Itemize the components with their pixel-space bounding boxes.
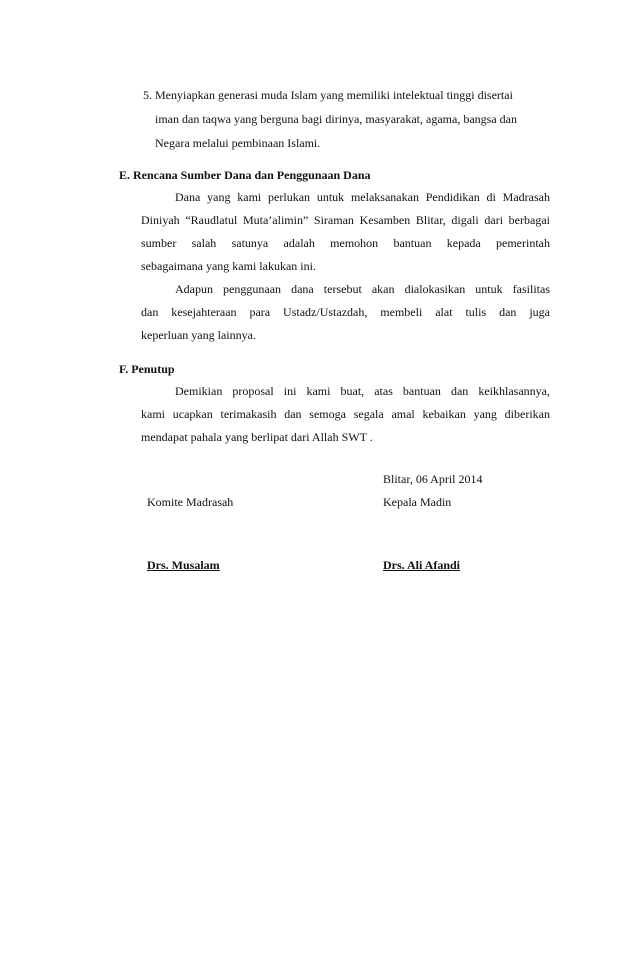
section-f-para-line-2: kami ucapkan terimakasih dan semoga segala amal kebaikan yang diberikan	[141, 407, 550, 421]
section-f-para-line-1: Demikian proposal ini kami buat, atas bantuan dan keikhlasannya,	[175, 384, 550, 398]
section-e-para1-line-4: sebagaimana yang kami lakukan ini.	[141, 259, 316, 273]
section-e-heading: E. Rencana Sumber Dana dan Penggunaan Dana	[119, 168, 371, 182]
list-item-line-1: Menyiapkan generasi muda Islam yang memiliki intelektual tinggi disertai	[155, 88, 513, 102]
list-item-line-3: Negara melalui pembinaan Islami.	[155, 136, 321, 150]
list-item-line-2: iman dan taqwa yang berguna bagi dirinya, masyarakat, agama, bangsa dan	[155, 112, 517, 126]
section-e-para1-line-2: Diniyah “Raudlatul Muta’alimin” Siraman Kesamben Blitar, digali dari berbagai	[141, 213, 550, 227]
place-date: Blitar, 06 April 2014	[383, 472, 483, 486]
section-e-para1-line-3: sumber salah satunya adalah memohon bantuan kepada pemerintah	[141, 236, 550, 250]
section-e-para2-line-3: keperluan yang lainnya.	[141, 328, 256, 342]
right-signatory-name: Drs. Ali Afandi	[383, 558, 461, 572]
left-signatory-title: Komite Madrasah	[147, 495, 234, 509]
list-number: 5.	[143, 88, 152, 102]
section-e-para1-line-1: Dana yang kami perlukan untuk melaksanakan Pendidikan di Madrasah	[175, 190, 550, 204]
section-e-para2-line-1: Adapun penggunaan dana tersebut akan dialokasikan untuk fasilitas	[175, 282, 550, 296]
section-f-para-line-3: mendapat pahala yang berlipat dari Allah SWT .	[141, 430, 373, 444]
section-f-heading: F. Penutup	[119, 362, 175, 376]
left-signatory-name: Drs. Musalam	[147, 558, 220, 572]
section-e-para2-line-2: dan kesejahteraan para Ustadz/Ustazdah, membeli alat tulis dan juga	[141, 305, 550, 319]
right-signatory-title: Kepala Madin	[383, 495, 452, 509]
